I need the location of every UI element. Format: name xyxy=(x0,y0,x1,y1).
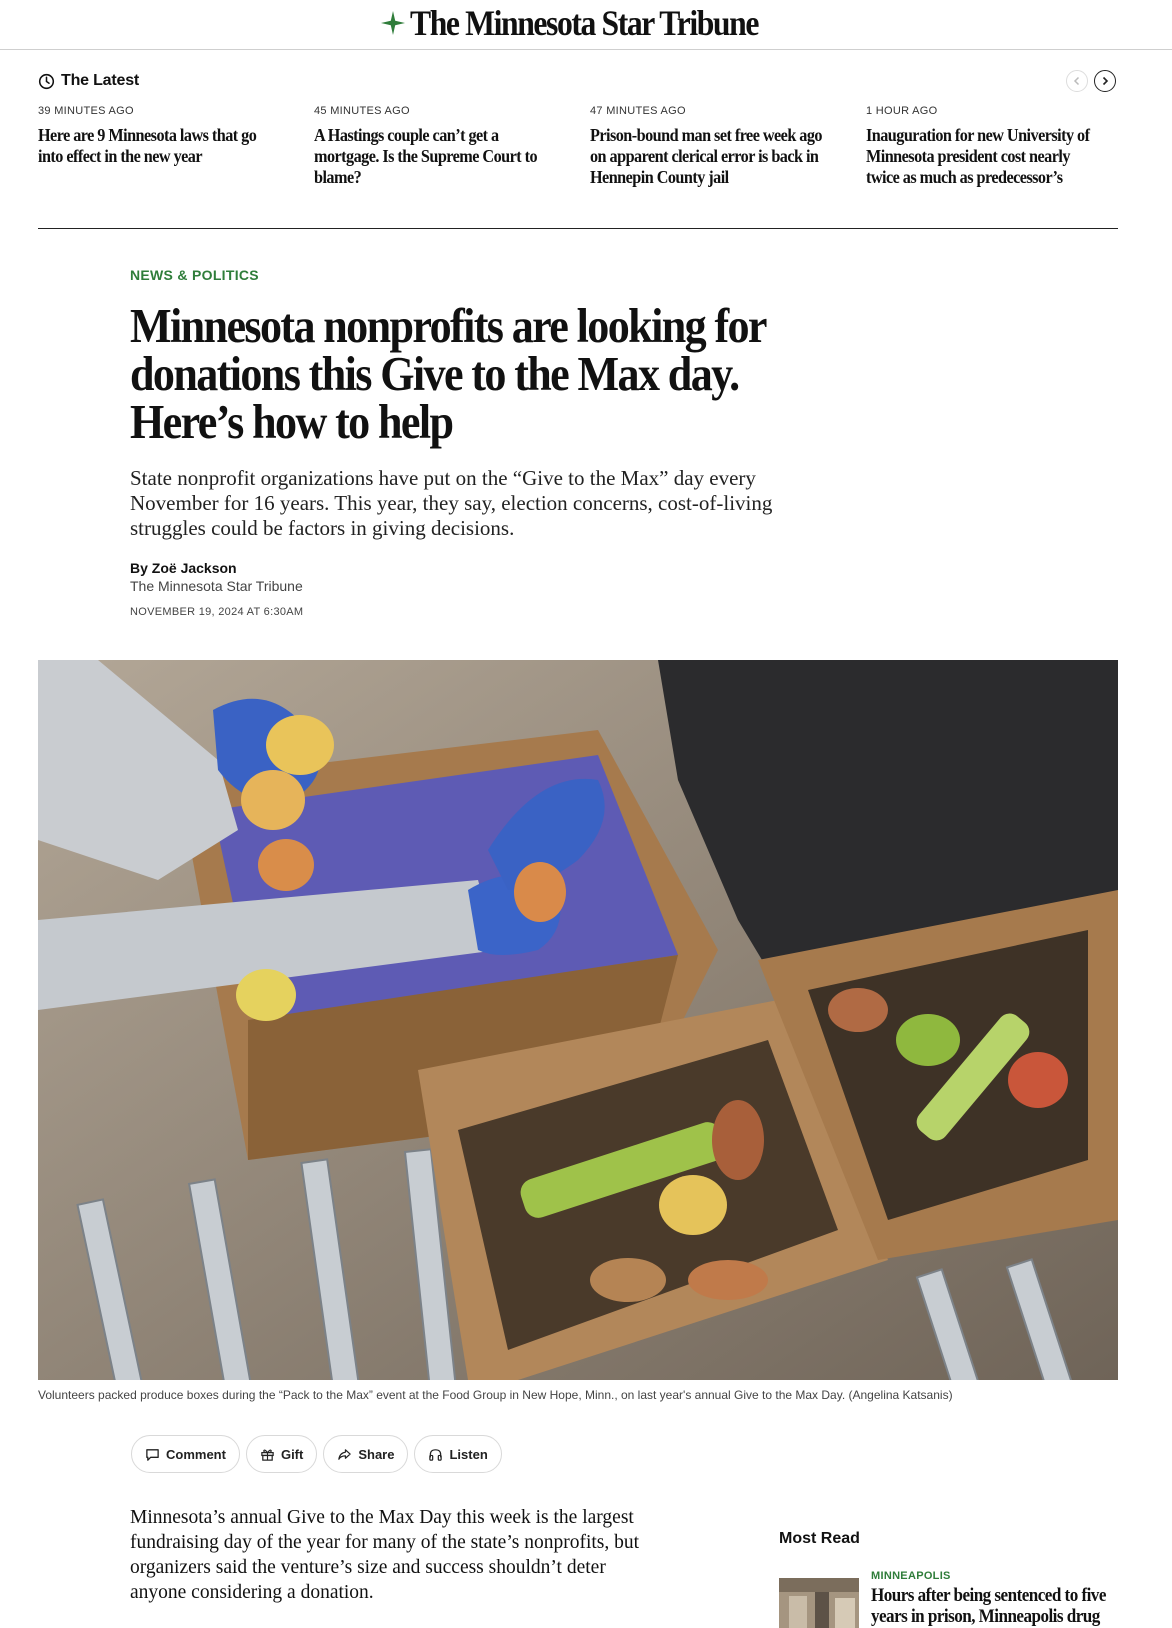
carousel-prev-button[interactable] xyxy=(1066,70,1088,92)
chevron-left-icon xyxy=(1072,76,1082,86)
clock-icon xyxy=(38,73,55,90)
story-headline[interactable]: Here are 9 Minnesota laws that go into effect in the new year xyxy=(38,125,257,166)
listen-label: Listen xyxy=(449,1446,488,1462)
share-icon xyxy=(337,1447,352,1462)
latest-header xyxy=(38,72,139,90)
photo-caption: Volunteers packed produce boxes during the “Pack to the Max” event at the Food Group in New Hope, Minn., on last year's annual Give to the Max Day. (Angelina Katsanis) xyxy=(38,1388,953,1402)
site-logo[interactable] xyxy=(380,0,805,46)
story-time: 1 HOUR AGO xyxy=(866,105,938,117)
article-actions xyxy=(131,1435,502,1473)
share-label: Share xyxy=(358,1446,395,1462)
article-body-paragraph: Minnesota’s annual Give to the Max Day this week is the largest fundraising day of the year for many of the state’s nonprofits, but organizers said the venture’s size and success shouldn’t deter anyone considering a donation. xyxy=(130,1507,640,1603)
latest-story[interactable] xyxy=(590,105,820,188)
story-headline[interactable]: Prison-bound man set free week ago on apparent clerical error is back in Hennepin County jail xyxy=(590,125,822,187)
thumbnail-illustration xyxy=(779,1578,859,1628)
produce-boxes-illustration xyxy=(38,660,1118,1380)
carousel-next-button[interactable] xyxy=(1094,70,1116,92)
lead-photo xyxy=(38,660,1118,1380)
comment-button[interactable] xyxy=(131,1435,240,1473)
article-headline: Minnesota nonprofits are looking for donations this Give to the Max day. Here’s how to help xyxy=(130,298,766,449)
story-time: 47 MINUTES AGO xyxy=(590,105,686,117)
gift-icon xyxy=(260,1447,275,1462)
comment-label: Comment xyxy=(166,1446,226,1462)
comment-icon xyxy=(145,1447,160,1462)
latest-story[interactable] xyxy=(866,105,1096,188)
article-publication: The Minnesota Star Tribune xyxy=(130,578,303,594)
story-time: 39 MINUTES AGO xyxy=(38,105,134,117)
gift-label: Gift xyxy=(280,1446,304,1462)
latest-strip xyxy=(38,70,1118,229)
star-logo-icon xyxy=(380,10,406,36)
story-time: 45 MINUTES AGO xyxy=(314,105,410,117)
article-dek: State nonprofit organizations have put on the “Give to the Max” day every November for 16 years. This year, they say, election concerns, cost-of-living struggles could be factors in giving decisions. xyxy=(130,466,773,540)
headphones-icon xyxy=(428,1447,443,1462)
story-headline[interactable]: A Hastings couple can’t get a mortgage. Is the Supreme Court to blame? xyxy=(314,125,538,187)
latest-story[interactable] xyxy=(38,105,268,167)
story-headline[interactable]: Inauguration for new University of Minnesota president cost nearly twice as much as predecessor’s xyxy=(866,125,1090,187)
latest-story[interactable] xyxy=(314,105,544,188)
article-section-kicker[interactable]: NEWS & POLITICS xyxy=(130,267,259,283)
logo-text: The Minnesota Star Tribune xyxy=(410,3,759,43)
gift-button[interactable] xyxy=(246,1435,317,1473)
latest-title: The Latest xyxy=(61,72,140,89)
site-header xyxy=(0,0,1172,50)
article-date: NOVEMBER 19, 2024 AT 6:30AM xyxy=(130,606,304,618)
share-button[interactable] xyxy=(323,1435,408,1473)
most-read-title: Most Read xyxy=(779,1530,860,1547)
most-read-headline[interactable]: Hours after being sentenced to five years in prison, Minneapolis drug xyxy=(871,1585,1106,1627)
most-read-thumbnail[interactable] xyxy=(779,1578,859,1628)
listen-button[interactable] xyxy=(414,1435,501,1473)
chevron-right-icon xyxy=(1100,76,1110,86)
most-read-kicker[interactable]: MINNEAPOLIS xyxy=(871,1570,951,1582)
article-byline[interactable]: By Zoë Jackson xyxy=(130,560,237,576)
